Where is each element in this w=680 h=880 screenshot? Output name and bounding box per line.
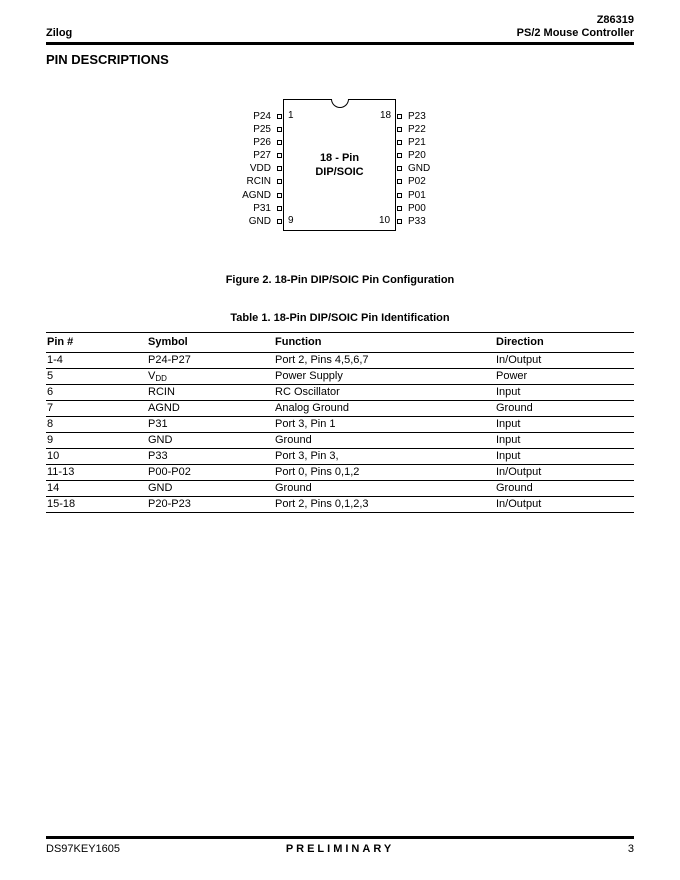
- pin-label: P33: [408, 216, 426, 227]
- cell-direction: Power: [496, 370, 528, 382]
- pin-label: P23: [408, 111, 426, 122]
- cell-pin: 6: [47, 386, 54, 398]
- pin-lead: [397, 206, 402, 211]
- pin-number-18: 18: [380, 110, 392, 121]
- left-pin: [210, 110, 283, 123]
- pin-lead: [277, 166, 282, 171]
- pin-number-10: 10: [379, 215, 391, 226]
- pin-label: GND: [408, 163, 431, 174]
- cell-pin: 10: [47, 450, 60, 462]
- right-pin: [396, 123, 456, 136]
- cell-pin: 1-4: [47, 354, 63, 366]
- pin-label: P22: [408, 124, 426, 135]
- left-pin: [210, 189, 283, 202]
- table-row: [46, 385, 634, 401]
- table-row: [46, 433, 634, 449]
- cell-direction: In/Output: [496, 354, 542, 366]
- pin-label: P20: [408, 150, 426, 161]
- pin-label: RCIN: [246, 176, 271, 187]
- cell-symbol: AGND: [148, 402, 180, 414]
- product-name: PS/2 Mouse Controller: [516, 27, 634, 39]
- cell-function: Port 0, Pins 0,1,2: [275, 466, 360, 478]
- cell-symbol: GND: [148, 482, 173, 494]
- right-pin: [396, 202, 456, 215]
- right-pin: [396, 189, 456, 202]
- pin-lead: [397, 153, 402, 158]
- cell-pin: 9: [47, 434, 54, 446]
- left-pin: [210, 175, 283, 188]
- right-pin: [396, 149, 456, 162]
- right-pin: [396, 162, 456, 175]
- header-pin: Pin #: [47, 336, 74, 348]
- pin-label: P27: [253, 150, 271, 161]
- left-pin: [210, 215, 283, 228]
- left-pin: [210, 136, 283, 149]
- table-row: [46, 401, 634, 417]
- table-row: [46, 449, 634, 465]
- pin-lead: [277, 179, 282, 184]
- cell-symbol: P20-P23: [148, 498, 191, 510]
- cell-function: Ground: [275, 482, 312, 494]
- pin-label: AGND: [242, 190, 271, 201]
- pin-lead: [277, 153, 282, 158]
- table-row: [46, 465, 634, 481]
- cell-function: Power Supply: [275, 370, 343, 382]
- cell-function: Ground: [275, 434, 312, 446]
- cell-direction: Input: [496, 386, 521, 398]
- table-row: [46, 353, 634, 369]
- table-caption: Table 1. 18-Pin DIP/SOIC Pin Identification: [230, 312, 450, 324]
- cell-function: Port 3, Pin 3,: [275, 450, 339, 462]
- pin-label: P24: [253, 111, 271, 122]
- pin-label: P25: [253, 124, 271, 135]
- table-row: [46, 497, 634, 513]
- cell-function: RC Oscillator: [275, 386, 340, 398]
- cell-function: Port 2, Pins 4,5,6,7: [275, 354, 369, 366]
- pin-lead: [277, 114, 282, 119]
- cell-direction: Input: [496, 418, 521, 430]
- cell-pin: 11-13: [47, 466, 75, 478]
- cell-pin: 15-18: [47, 498, 76, 510]
- right-pin: [396, 175, 456, 188]
- cell-direction: Input: [496, 434, 521, 446]
- cell-direction: In/Output: [496, 466, 542, 478]
- cell-direction: Ground: [496, 402, 533, 414]
- cell-symbol: P24-P27: [148, 354, 191, 366]
- status-label: PRELIMINARY: [285, 843, 395, 855]
- cell-pin: 5: [47, 370, 54, 382]
- part-number: Z86319: [596, 14, 634, 26]
- left-pin: [210, 162, 283, 175]
- cell-symbol: P00-P02: [148, 466, 191, 478]
- table-row: [46, 369, 634, 385]
- cell-direction: In/Output: [496, 498, 542, 510]
- pin-identification-table: [46, 332, 634, 513]
- pin-label: P02: [408, 176, 426, 187]
- cell-symbol: P31: [148, 418, 168, 430]
- pin-lead: [397, 140, 402, 145]
- cell-function: Analog Ground: [275, 402, 349, 414]
- pin-lead: [397, 127, 402, 132]
- header-function: Function: [275, 336, 322, 348]
- pin-lead: [277, 140, 282, 145]
- pin-label: P26: [253, 137, 271, 148]
- pin-lead: [397, 114, 402, 119]
- cell-symbol: RCIN: [148, 386, 175, 398]
- cell-function: Port 3, Pin 1: [275, 418, 336, 430]
- pin-number-1: 1: [288, 110, 294, 121]
- doc-number: DS97KEY1605: [46, 843, 120, 855]
- left-pin: [210, 202, 283, 215]
- chip-label-line2: DIP/SOIC: [315, 166, 364, 178]
- pin-label: VDD: [249, 163, 271, 174]
- page-number: 3: [627, 843, 634, 855]
- pin-label: P21: [408, 137, 426, 148]
- cell-symbol: GND: [148, 434, 173, 446]
- pin-lead: [277, 127, 282, 132]
- header-direction: Direction: [496, 336, 544, 348]
- pin-lead: [397, 166, 402, 171]
- header-rule: [46, 42, 634, 45]
- cell-symbol: [148, 369, 167, 386]
- cell-direction: Input: [496, 450, 521, 462]
- pin-label: P31: [253, 203, 271, 214]
- cell-function: Port 2, Pins 0,1,2,3: [275, 498, 369, 510]
- right-pin: [396, 110, 456, 123]
- pin-label: GND: [248, 216, 271, 227]
- section-title: PIN DESCRIPTIONS: [46, 52, 169, 67]
- left-pin: [210, 149, 283, 162]
- pin-lead: [397, 179, 402, 184]
- pin-lead: [277, 193, 282, 198]
- pin-lead: [277, 206, 282, 211]
- pin-lead: [397, 193, 402, 198]
- pin-lead: [397, 219, 402, 224]
- pin-lead: [277, 219, 282, 224]
- chip-label: [283, 151, 396, 179]
- header-symbol: Symbol: [148, 336, 188, 348]
- company-name: Zilog: [46, 27, 73, 39]
- table-row: [46, 481, 634, 497]
- cell-pin: 8: [47, 418, 54, 430]
- cell-direction: Ground: [496, 482, 533, 494]
- header-product-block: [517, 14, 634, 40]
- symbol-main: V: [148, 370, 156, 382]
- pin-number-9: 9: [288, 215, 294, 226]
- pin-label: P01: [408, 190, 426, 201]
- right-pin: [396, 215, 456, 228]
- table-header-row: [46, 333, 634, 353]
- symbol-subscript: DD: [155, 374, 167, 383]
- cell-symbol: P33: [148, 450, 168, 462]
- chip-label-line1: 18 - Pin: [319, 152, 360, 164]
- cell-pin: 14: [47, 482, 60, 494]
- table-row: [46, 417, 634, 433]
- cell-pin: 7: [47, 402, 54, 414]
- right-pin: [396, 136, 456, 149]
- pin-label: P00: [408, 203, 426, 214]
- left-pin: [210, 123, 283, 136]
- figure-caption: Figure 2. 18-Pin DIP/SOIC Pin Configuration: [225, 274, 455, 286]
- footer-rule: [46, 836, 634, 839]
